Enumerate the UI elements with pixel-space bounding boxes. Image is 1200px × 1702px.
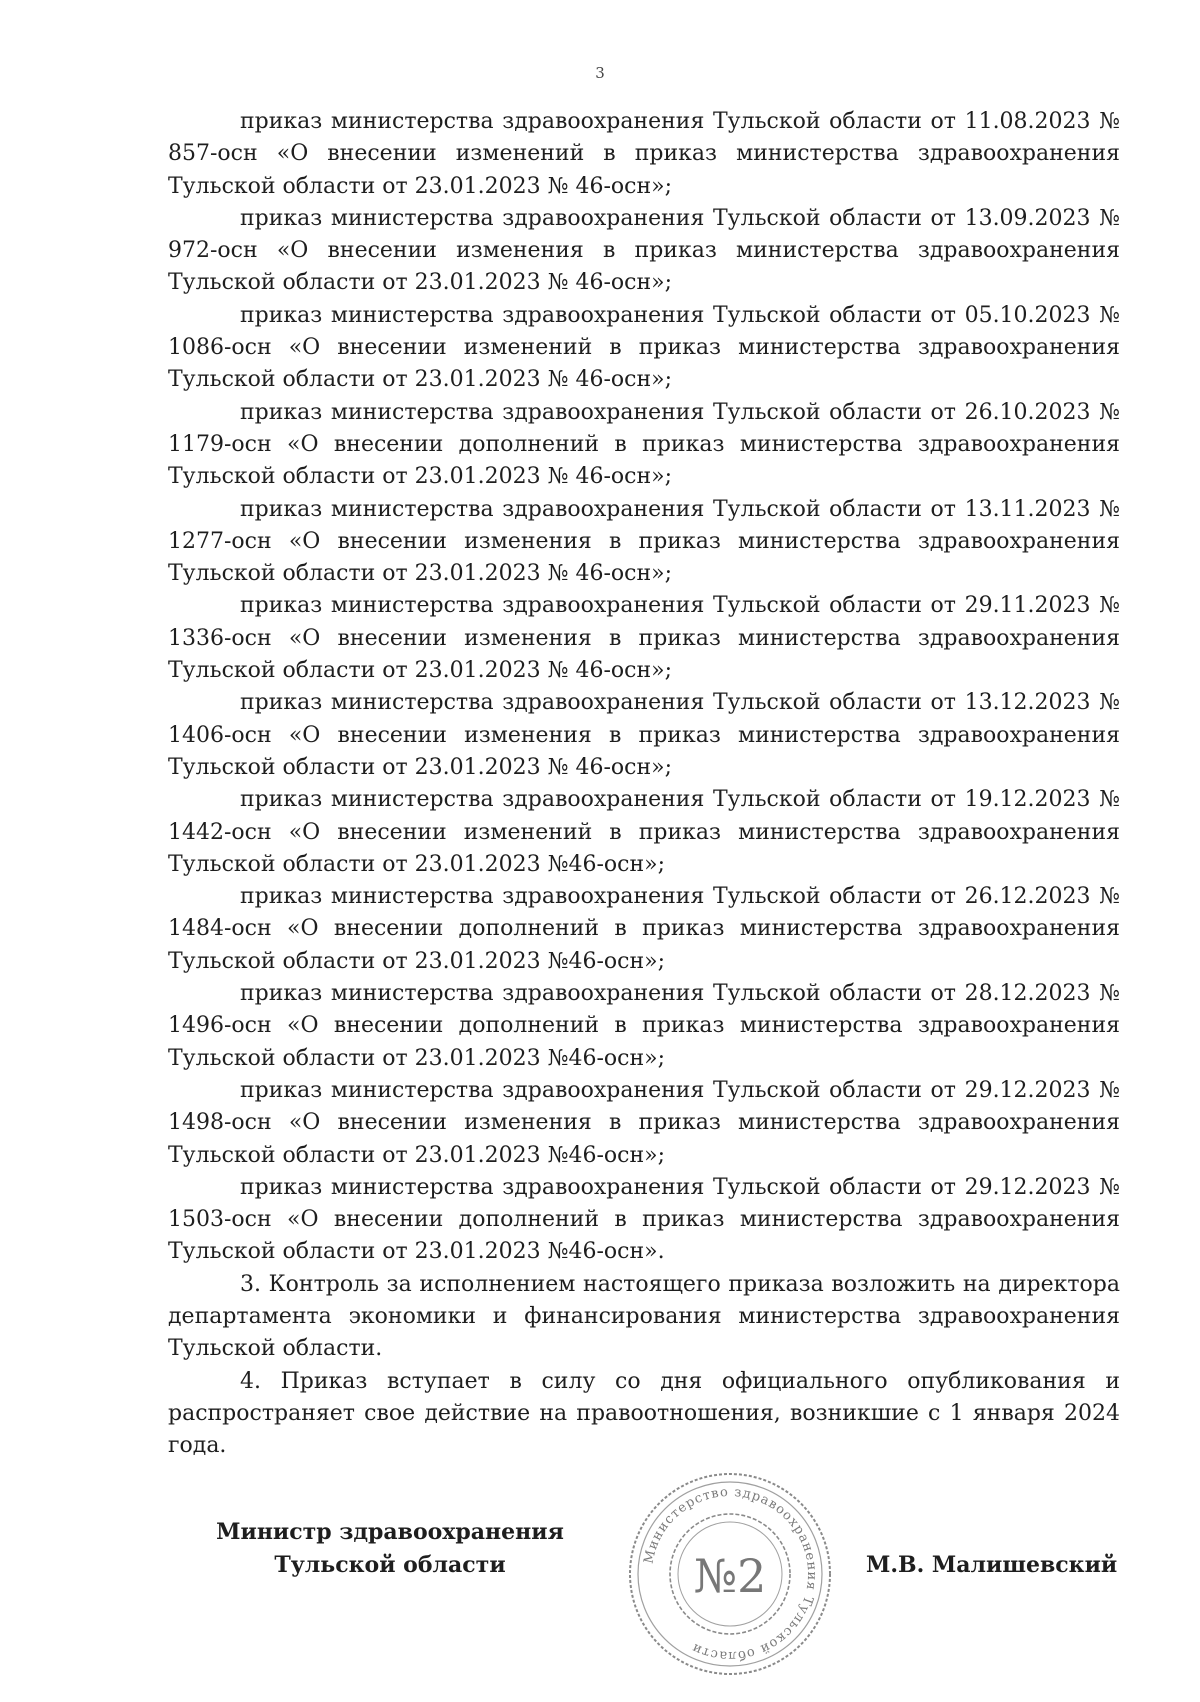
order-item: приказ министерства здравоохранения Тульской области от 11.08.2023 № 857-осн «О внесении изменений в приказ министерства здравоохранения Тульской области от 23.01.2023 № 46-осн»;: [168, 109, 1120, 199]
signature-block: [0, 1484, 1200, 1680]
seal-ring-text: Министерство здравоохранения Тульской области: [641, 1484, 820, 1664]
order-item: приказ министерства здравоохранения Тульской области от 13.12.2023 № 1406-осн «О внесении изменения в приказ министерства здравоохранения Тульской области от 23.01.2023 № 46-осн»;: [168, 690, 1120, 780]
page-number: 3: [595, 64, 605, 82]
order-item: приказ министерства здравоохранения Тульской области от 26.12.2023 № 1484-осн «О внесении дополнений в приказ министерства здравоохранения Тульской области от 23.01.2023 №46-осн»;: [168, 884, 1120, 974]
order-item: приказ министерства здравоохранения Тульской области от 29.12.2023 № 1498-осн «О внесении изменения в приказ министерства здравоохранения Тульской области от 23.01.2023 №46-осн»;: [168, 1077, 1120, 1168]
minister-title: [180, 1516, 600, 1582]
order-item: приказ министерства здравоохранения Тульской области от 13.11.2023 № 1277-осн «О внесении изменения в приказ министерства здравоохранения Тульской области от 23.01.2023 № 46-осн»;: [168, 496, 1120, 587]
order-item: приказ министерства здравоохранения Тульской области от 28.12.2023 № 1496-осн «О внесении дополнений в приказ министерства здравоохранения Тульской области от 23.01.2023 №46-осн»;: [168, 981, 1120, 1071]
control-clause: 3. Контроль за исполнением настоящего приказа возложить на директора департамента экономики и финансирования министерства здравоохранения Тульской области.: [168, 1271, 1120, 1362]
order-item: приказ министерства здравоохранения Тульской области от 29.12.2023 № 1503-осн «О внесении дополнений в приказ министерства здравоохранения Тульской области от 23.01.2023 №46-осн».: [168, 1174, 1120, 1265]
order-item: приказ министерства здравоохранения Тульской области от 13.09.2023 № 972-осн «О внесении изменения в приказ министерства здравоохранения Тульской области от 23.01.2023 № 46-осн»;: [168, 205, 1120, 296]
order-item: приказ министерства здравоохранения Тульской области от 05.10.2023 № 1086-осн «О внесении изменений в приказ министерства здравоохранения Тульской области от 23.01.2023 № 46-осн»;: [168, 302, 1120, 393]
seal-number: №2: [693, 1549, 767, 1603]
order-item: приказ министерства здравоохранения Тульской области от 29.11.2023 № 1336-осн «О внесении изменения в приказ министерства здравоохранения Тульской области от 23.01.2023 № 46-осн»;: [168, 593, 1120, 684]
minister-title-line: Тульской области: [274, 1552, 506, 1578]
document-body: [168, 106, 1120, 1462]
order-item: приказ министерства здравоохранения Тульской области от 26.10.2023 № 1179-осн «О внесении дополнений в приказ министерства здравоохранения Тульской области от 23.01.2023 № 46-осн»;: [168, 399, 1120, 490]
official-seal: [620, 1464, 840, 1684]
order-item: приказ министерства здравоохранения Тульской области от 19.12.2023 № 1442-осн «О внесении изменений в приказ министерства здравоохранения Тульской области от 23.01.2023 №46-осн»;: [168, 787, 1120, 877]
minister-name: М.В. Малишевский: [866, 1552, 1118, 1578]
effective-date-clause: 4. Приказ вступает в силу со дня официального опубликования и распространяет свое действие на правоотношения, возникшие с 1 января 2024 года.: [168, 1368, 1120, 1459]
minister-title-line: Министр здравоохранения: [216, 1519, 564, 1545]
